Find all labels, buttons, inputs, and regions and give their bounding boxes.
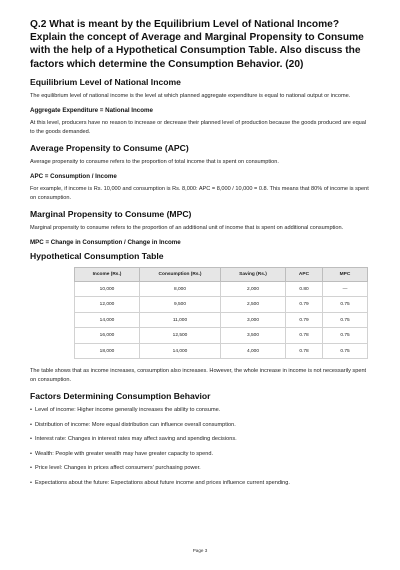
table-cell: 0.78 xyxy=(286,343,323,359)
table-cell: 2,000 xyxy=(221,281,286,297)
column-header-apc: APC xyxy=(286,267,323,281)
question-title: Q.2 What is meant by the Equilibrium Level of National Income? Explain the concept of Average and Marginal Propensity to Consume with the help of a Hypothetical Consumption Table. Also discuss the factors which determine the Consumption Behavior. (20) xyxy=(30,19,364,70)
apc-definition: Average propensity to consume refers to the proportion of total income that is spent on consumption. xyxy=(30,158,279,165)
table-cell: 3,500 xyxy=(221,328,286,344)
section-heading-factors: Factors Determining Consumption Behavior xyxy=(30,391,211,402)
table-row xyxy=(75,312,368,328)
list-item: • Distribution of income: More equal distribution can influence overall consumption. xyxy=(30,421,372,430)
table-row xyxy=(75,297,368,313)
table-cell: 2,500 xyxy=(221,297,286,313)
equilibrium-explanation: At this level, producers have no reason to increase or decrease their planned level of production because the goods produced are equal to the goods demanded. xyxy=(30,119,367,135)
apc-formula: APC = Consumption / Income xyxy=(30,172,117,180)
column-header-mpc: MPC xyxy=(323,267,368,281)
list-item: • Price level: Changes in prices affect consumers' purchasing power. xyxy=(30,464,372,473)
table-cell: 0.75 xyxy=(323,312,368,328)
table-cell: 18,000 xyxy=(75,343,140,359)
table-row xyxy=(75,281,368,297)
section-heading-equilibrium: Equilibrium Level of National Income xyxy=(30,76,181,87)
equilibrium-definition: The equilibrium level of national income is the level at which planned aggregate expenditure is equal to national output or income. xyxy=(30,92,351,99)
page-number: Page 3 xyxy=(192,548,208,553)
table-row xyxy=(75,328,368,344)
table-cell: 3,000 xyxy=(221,312,286,328)
consumption-table xyxy=(74,267,368,360)
equilibrium-formula: Aggregate Expenditure = National Income xyxy=(30,106,153,114)
table-cell: 14,000 xyxy=(140,343,221,359)
table-cell: 11,000 xyxy=(140,312,221,328)
section-heading-mpc: Marginal Propensity to Consume (MPC) xyxy=(30,208,192,219)
list-item: • Wealth: People with greater wealth may have greater capacity to spend. xyxy=(30,450,372,459)
table-cell: 12,000 xyxy=(75,297,140,313)
table-cell: 16,000 xyxy=(75,328,140,344)
mpc-formula: MPC = Change in Consumption / Change in Income xyxy=(30,238,181,246)
table-note: The table shows that as income increases, consumption also increases. However, the whole increase in income is not necessarily spent on consumption. xyxy=(30,368,367,384)
table-cell: 4,000 xyxy=(221,343,286,359)
list-item: • Expectations about the future: Expectations about future income and prices influence current spending. xyxy=(30,479,372,488)
table-cell: 0.75 xyxy=(323,297,368,313)
column-header-income: Income (Rs.) xyxy=(75,267,140,281)
table-cell: 8,000 xyxy=(140,281,221,297)
table-cell: 0.78 xyxy=(286,328,323,344)
mpc-definition: Marginal propensity to consume refers to the proportion of an additional unit of income that is spent on additional consumption. xyxy=(30,224,344,231)
table-cell: 14,000 xyxy=(75,312,140,328)
column-header-consumption: Consumption (Rs.) xyxy=(140,267,221,281)
list-item: • Interest rate: Changes in interest rates may affect saving and spending decisions. xyxy=(30,435,372,444)
column-header-saving: Saving (Rs.) xyxy=(221,267,286,281)
table-header-row xyxy=(75,267,368,281)
list-item: • Level of income: Higher income generally increases the ability to consume. xyxy=(30,406,372,415)
table-cell: 0.75 xyxy=(323,343,368,359)
table-row xyxy=(75,343,368,359)
apc-example: For example, if income is Rs. 10,000 and consumption is Rs. 8,000: APC = 8,000 / 10,000 = 0.8. This means that 80% of income is spent on consumption. xyxy=(30,185,369,201)
table-cell: 12,500 xyxy=(140,328,221,344)
table-cell: 10,000 xyxy=(75,281,140,297)
table-cell: 0.79 xyxy=(286,312,323,328)
table-cell: 9,500 xyxy=(140,297,221,313)
table-cell: 0.79 xyxy=(286,297,323,313)
table-cell: 0.75 xyxy=(323,328,368,344)
section-heading-apc: Average Propensity to Consume (APC) xyxy=(30,142,189,153)
section-heading-table: Hypothetical Consumption Table xyxy=(30,250,164,261)
table-cell: 0.80 xyxy=(286,281,323,297)
factors-list xyxy=(30,406,372,488)
table-cell: — xyxy=(323,281,368,297)
